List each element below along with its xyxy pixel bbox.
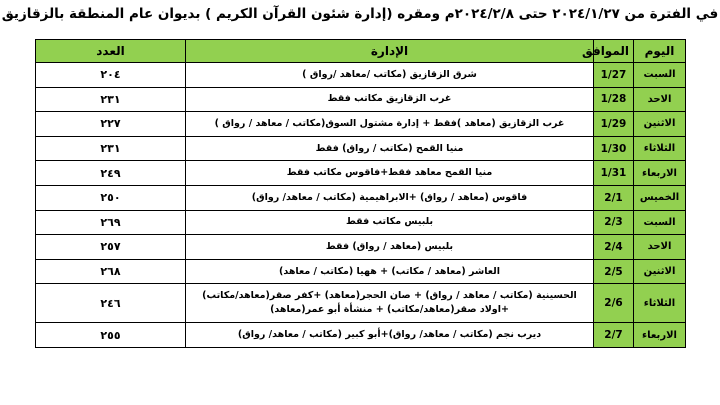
row-count: ٢٢٧ [36,112,186,137]
row-day: الاربعاء [634,323,686,348]
row-day: الاحد [634,235,686,260]
row-day: الاثنين [634,112,686,137]
table-row [36,259,686,284]
row-count: ٢٣١ [36,136,186,161]
row-count: ٢٤٦ [36,284,186,323]
row-count: ٢٦٨ [36,259,186,284]
table-row [36,210,686,235]
row-department: منيا القمح (مكاتب / رواق) فقط [186,136,594,161]
row-count: ٢٤٩ [36,161,186,186]
row-department: العاشر (معاهد / مكاتب) + ههيا (مكاتب / معاهد) [186,259,594,284]
table-header-row [36,40,686,63]
row-date: 1/29 [594,112,634,137]
row-date: 2/7 [594,323,634,348]
table-row [36,235,686,260]
row-department: شرق الزقازيق (مكاتب /معاهد /رواق ) [186,63,594,88]
document-title: في الفترة من ٢٠٢٤/١/٢٧ حتى ٢٠٢٤/٢/٨م ومقره (إدارة شئون القرآن الكريم ) بديوان عام المنطقة بالزقازيق [1,6,719,22]
table-row [36,87,686,112]
row-date: 1/27 [594,63,634,88]
table-row [36,63,686,88]
table-row [36,136,686,161]
row-day: الثلاثاء [634,284,686,323]
row-date: 2/3 [594,210,634,235]
row-day: الثلاثاء [634,136,686,161]
row-date: 2/6 [594,284,634,323]
row-day: الاثنين [634,259,686,284]
header-date: الموافق [594,40,634,63]
row-date: 2/4 [594,235,634,260]
row-count: ٢٥٧ [36,235,186,260]
row-count: ٢٣١ [36,87,186,112]
row-day: الخميس [634,185,686,210]
header-department: الإدارة [186,40,594,63]
row-date: 1/28 [594,87,634,112]
row-date: 2/1 [594,185,634,210]
row-count: ٢٦٩ [36,210,186,235]
row-department: غرب الزقازيق (معاهد )فقط + إدارة مشتول السوق(مكاتب / معاهد / رواق ) [186,112,594,137]
row-date: 1/30 [594,136,634,161]
header-count: العدد [36,40,186,63]
header-day: اليوم [634,40,686,63]
table-body [36,63,686,348]
table-row [36,323,686,348]
row-day: الاربعاء [634,161,686,186]
row-department: غرب الزقازيق مكاتب فقط [186,87,594,112]
row-count: ٢٥٠ [36,185,186,210]
table-row [36,185,686,210]
row-day: السبت [634,63,686,88]
row-date: 2/5 [594,259,634,284]
schedule-table [35,39,686,348]
table-row [36,112,686,137]
row-day: الاحد [634,87,686,112]
row-count: ٢٥٥ [36,323,186,348]
row-department: منيا القمح معاهد فقط+فاقوس مكاتب فقط [186,161,594,186]
row-count: ٢٠٤ [36,63,186,88]
row-department: فاقوس (معاهد / رواق) +الابراهيمية (مكاتب / معاهد/ رواق) [186,185,594,210]
row-department: الحسينية (مكاتب / معاهد / رواق) + صان الحجر(معاهد) +كفر صقر(معاهد/مكاتب) +اولاد صقر(معاهد/مكاتب) + منشأة أبو عمر(معاهد) [186,284,594,323]
row-department: ديرب نجم (مكاتب / معاهد/ رواق)+أبو كبير (مكاتب / معاهد/ رواق) [186,323,594,348]
row-date: 1/31 [594,161,634,186]
row-department: بلبيس مكاتب فقط [186,210,594,235]
table-row [36,284,686,323]
row-department: بلبيس (معاهد / رواق) فقط [186,235,594,260]
row-day: السبت [634,210,686,235]
table-row [36,161,686,186]
